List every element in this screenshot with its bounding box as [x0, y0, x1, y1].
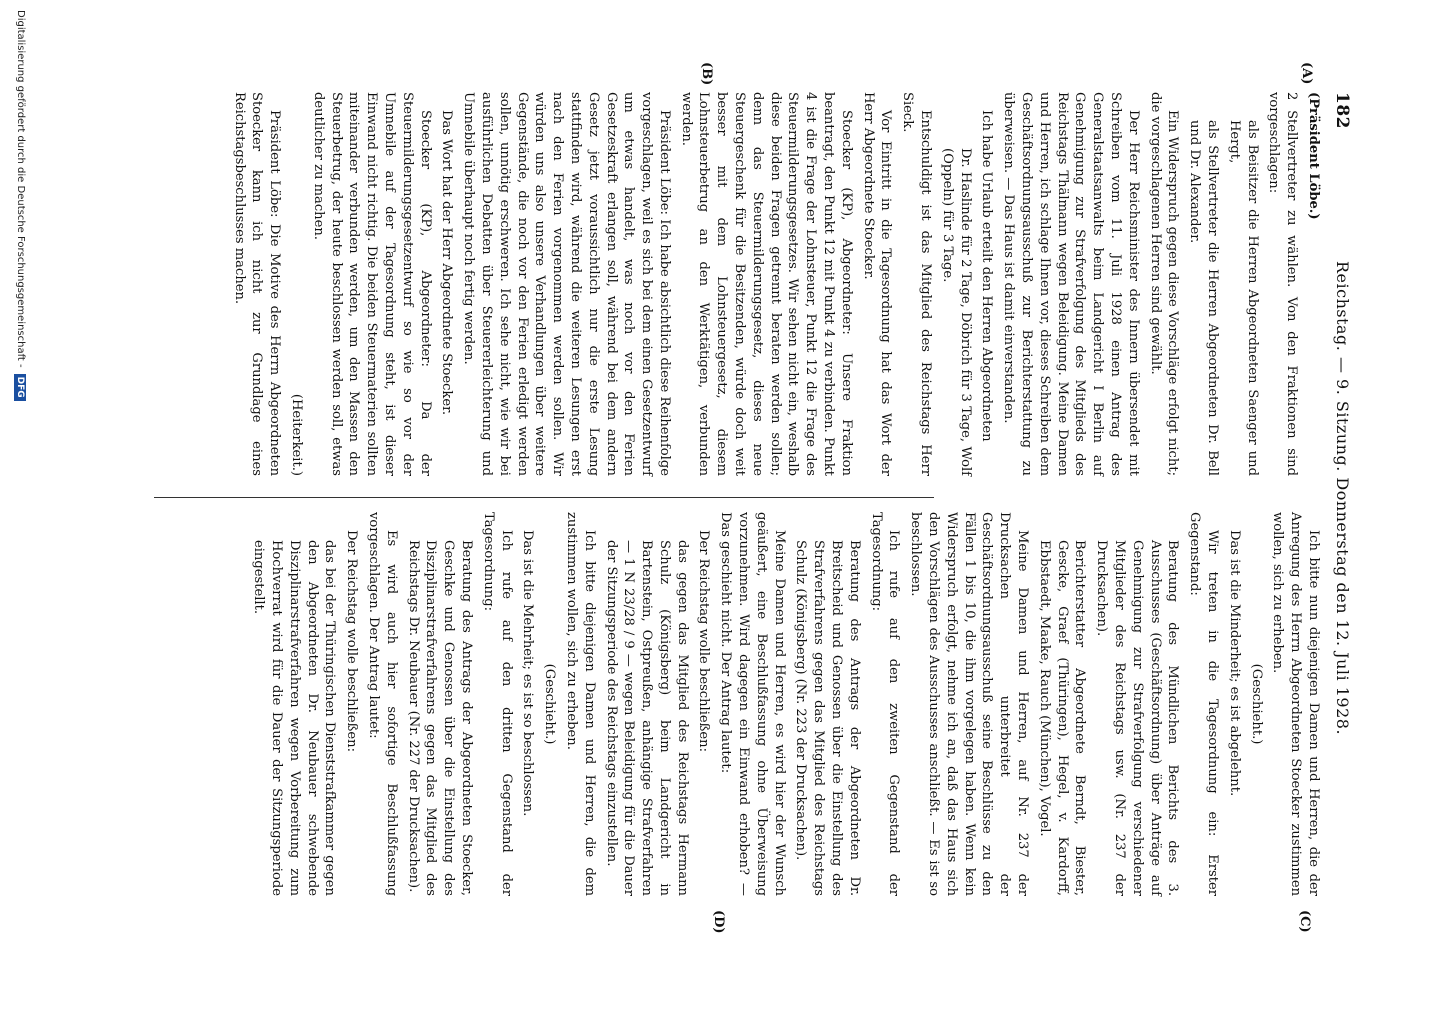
credit-text: Digitalisierung gefördert durch die Deutsche Forschungsgemeinschaft -: [15, 10, 26, 368]
paragraph: Ein Widerspruch gegen diese Vorschläge erfolgt nicht; die vorgeschlagenen Herren sind gewählt.: [1147, 92, 1181, 476]
paragraph: als Beisitzer die Herren Abgeordneten Saenger und Hergt,: [1226, 120, 1260, 476]
paragraph: Der Herr Reichsminister des Innern übersendet mit Schreiben vom 11. Juli 1928 einen Antrag des Generalstaatsanwalts beim Landgericht I Berlin auf Genehmigung zur Strafverfolgung des Mitglieds des Reichstags Thälmann wegen Beleidigung. Meine Damen und Herren, ich schlage Ihnen vor, dieses Schreiben dem Geschäftsordnungsausschuß zur Berichterstattung zu überweisen. — Das Haus ist damit einverstanden.: [1001, 92, 1141, 476]
paragraph: Das ist die Mehrheit; es ist so beschlossen.: [520, 530, 536, 817]
paragraph: Beratung des Antrags der Abgeordneten Stoecker, Geschke und Genossen über die Einstellung des Disziplinarstrafverfahrens gegen das Mitglied des Reichstags Dr. Neubauer (Nr. 227 der Drucksachen).: [405, 540, 474, 896]
paragraph: Ich rufe auf den zweiten Gegenstand der Tagesordnung:: [868, 512, 902, 896]
paragraph: Stoecker (KP), Abgeordneter: Da der Steuermilderungsgesetzentwurf so wie so vor der Umnebile auf der Tagesordnung steht, ist dieser Einwand nicht richtig. Die beiden Steuermaterien sollten miteinander verbunden werden, um den Massen den Steuerbetrug, der heute beschlossen werden soll, etwas deutlicher zu machen.: [310, 92, 433, 476]
paragraph: Beratung des Antrags der Abgeordneten Dr. Breitscheid und Genossen über die Einstellung des Strafverfahrens gegen das Mitglied des Reichstags Schulz (Königsberg) (Nr. 223 der Drucksachen).: [793, 540, 862, 896]
paragraph: 2 Stellvertreter zu wählen. Von den Fraktionen sind vorgeschlagen:: [1266, 92, 1300, 476]
dfg-logo: DFG: [14, 374, 26, 401]
paragraph: Das Wort hat der Herr Abgeordnete Stoecker.: [439, 110, 455, 416]
paragraph: Das ist die Minderheit; es ist abgelehnt.: [1226, 530, 1242, 797]
left-column: [122, 92, 1322, 476]
margin-tag-c: (C): [1297, 910, 1312, 933]
paragraph: Berichterstatter Abgeordnete Berndt, Biester, Gescke, Graef (Thüringen), Hegel, v. Kardorff, Ebbstaedt, Maake, Rauch (München), Vogel.: [1036, 540, 1088, 896]
paragraph: Präsident Löbe: Ich habe absichtlich diese Reihenfolge vorgeschlagen, weil es sich bei dem einen Gesetzentwurf um etwas handelt, was noch vor den Ferien Gesetzeskraft erlangen soll, während bei dem andern Gesetz jetzt voraussichtlich nur die erste Lesung stattfinden wird, während die weiteren Lesungen erst nach den Ferien vorgenommen werden sollen. Wir würden uns also unsere Verhandlungen über weitere Gegenstände, die noch vor den Ferien erledigt werden sollen, unnötig erschweren. Ich sehe nicht, wie wir bei ausführlichen Debatten über Steuererleichterung und Umnebile überhaupt noch fertig werden.: [461, 92, 672, 476]
paragraph: als Stellvertreter die Herren Abgeordneten Dr. Bell und Dr. Alexander.: [1187, 120, 1221, 476]
paragraph: Entschuldigt ist das Mitglied des Reichstags Herr Sieck.: [900, 92, 934, 476]
paragraph: Meine Damen und Herren, es wird hier der Wunsch geäußert, eine Beschlußfassung ohne Überweisung vorzunehmen. Wird dagegen ein Einwand erhoben? — Das geschieht nicht. Der Antrag lautet:: [718, 512, 787, 896]
paragraph: das gegen das Mitglied des Reichstags Hermann Schulz (Königsberg) beim Landgericht in Bartenstein, Ostpreußen, anhängige Strafverfahren — 1 N 23/28 / 9 — wegen Beleidigung für die Dauer der Sitzungsperiode des Reichstags einzustellen.: [603, 540, 690, 896]
paragraph: Ich bitte diejenigen Damen und Herren, die dem zustimmen wollen, sich zu erheben.: [563, 512, 597, 896]
paragraph: Der Reichstag wolle beschließen:: [344, 530, 360, 753]
paragraph: Ich rufe auf den dritten Gegenstand der Tagesordnung:: [480, 512, 514, 896]
paragraph: Dr. Haslinde für 2 Tage, Döbrich für 3 Tage, Wolf (Oppeln) für 3 Tage.: [939, 148, 973, 476]
paragraph: Vor Eintritt in die Tagesordnung hat das Wort der Herr Abgeordnete Stoecker.: [860, 92, 894, 476]
paragraph: Es wird auch hier sofortige Beschlußfassung vorgeschlagen. Der Antrag lautet:: [365, 512, 399, 896]
paragraph: (Geschieht.): [542, 663, 558, 745]
paragraph: (Heiterkeit.): [288, 393, 304, 476]
column-divider: [154, 497, 934, 498]
paragraph: Wir treten in die Tagesordnung ein: Erster Gegenstand:: [1187, 512, 1221, 896]
digitization-credit: [6, 0, 26, 1010]
margin-tag-a: (A): [1299, 62, 1314, 85]
paragraph: Ich bitte nun diejenigen Damen und Herren, die der Anregung des Herrn Abgeordneten Stoecker zustimmen wollen, sich zu erheben.: [1270, 512, 1321, 896]
page-header: [1326, 92, 1352, 904]
paragraph: Beratung des Mündlichen Berichts des 3. Ausschusses (Geschäftsordnung) über Anträge auf Genehmigung zur Strafverfolgung verschiedener Mitglieder des Reichstags usw. (Nr. 237 der Drucksachen).: [1094, 540, 1181, 896]
paragraph: Ich habe Urlaub erteilt den Herren Abgeordneten: [979, 110, 995, 442]
page-number: 182: [1332, 92, 1352, 129]
margin-tag-d: (D): [711, 910, 726, 934]
paragraph: Meine Damen und Herren, auf Nr. 237 der Drucksachen unterbreitet der Geschäftsordnungsausschuß seine Beschlüsse zu den Fällen 1 bis 10, die ihm vorgelegen haben. Wenn kein Widerspruch erfolgt, nehme ich an, daß das Haus sich den Vorschlägen des Ausschusses anschließt. — Es ist so beschlossen.: [908, 512, 1031, 896]
speaker-heading: (Präsident Löbe.): [1306, 92, 1321, 220]
right-column: [122, 512, 1322, 896]
page-title: Reichstag. — 9. Sitzung. Donnerstag den 12. Juli 1928.: [1333, 260, 1352, 736]
paragraph: Der Reichstag wolle beschließen:: [696, 530, 712, 753]
paragraph: (Geschieht.): [1248, 663, 1264, 745]
margin-tag-b: (B): [699, 62, 714, 86]
paragraph: Präsident Löbe: Die Motive des Herrn Abgeordneten Stoecker kann ich nicht zur Grundlage eines Reichstagsbeschlusses machen.: [231, 92, 283, 476]
paragraph: Stoecker (KP), Abgeordneter: Unsere Fraktion beantragt, den Punkt 12 mit Punkt 4 zu verbinden. Punkt 4 ist die Frage der Lohnsteuer, Punkt 12 die Frage des Steuermilderungsgesetzes. Wir sehen nicht ein, weshalb diese beiden Fragen getrennt beraten werden sollen; denn das Steuermilderungsgesetz, dieses neue Steuergeschenk für die Besitzenden, würde doch weit besser mit dem Lohnsteuergesetz, diesem Lohnsteuerbetrug an den Werktätigen, verbunden werden.: [678, 92, 854, 476]
paragraph: das bei der Thüringischen Dienststrafkammer gegen den Abgeordneten Dr. Neubauer schwebende Disziplinarstrafverfahren wegen Vorbereitung zum Hochverrat wird für die Dauer der Sitzungsperiode eingestellt.: [251, 540, 338, 896]
